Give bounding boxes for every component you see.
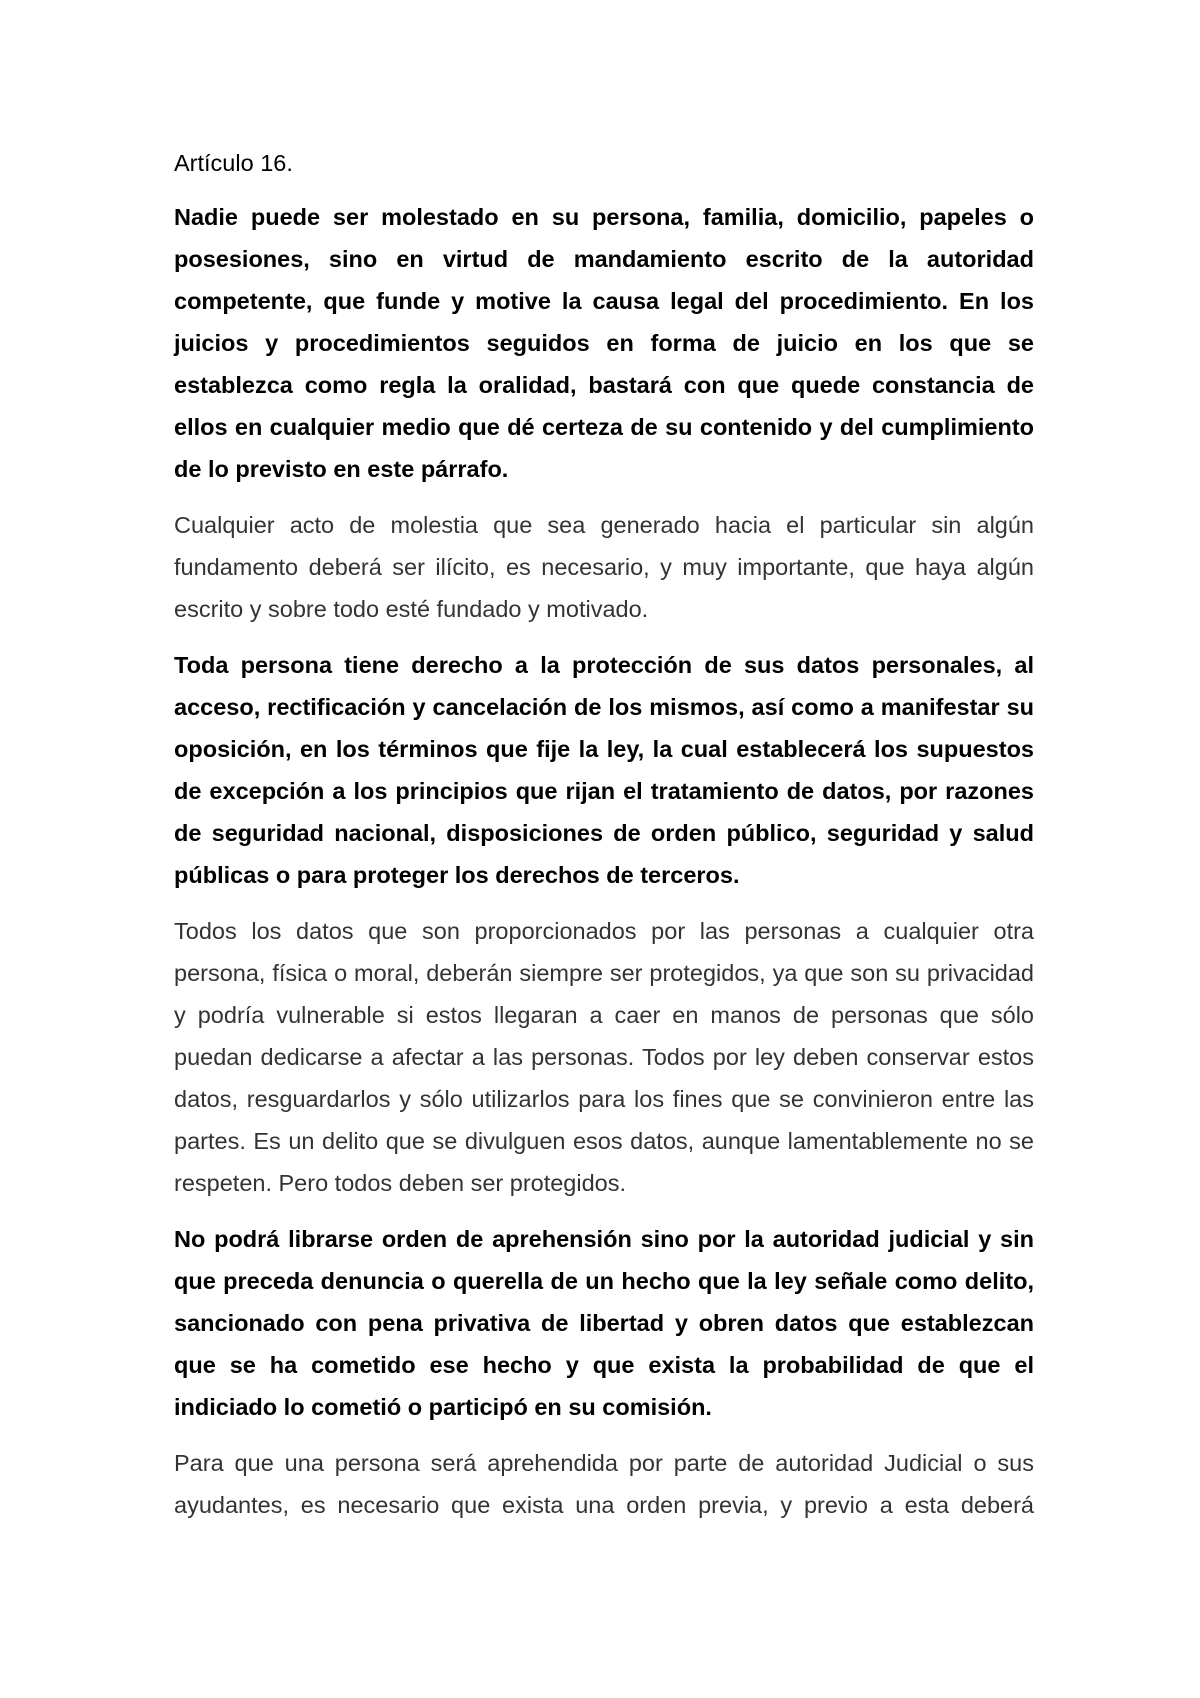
- paragraph-2: Cualquier acto de molestia que sea generado hacia el particular sin algún fundamento deberá ser ilícito, es necesario, y muy importante, que haya algún escrito y sobre todo esté fundado y motivado.: [174, 512, 1034, 622]
- document-page: [174, 142, 1034, 1540]
- paragraph-1: Nadie puede ser molestado en su persona, familia, domicilio, papeles o posesiones, sino en virtud de mandamiento escrito de la autoridad competente, que funde y motive la causa legal del procedimiento. En los juicios y procedimientos seguidos en forma de juicio en los que se establezca como regla la oralidad, bastará con que quede constancia de ellos en cualquier medio que dé certeza de su contenido y del cumplimiento de lo previsto en este párrafo.: [174, 204, 1034, 482]
- paragraph-3: Toda persona tiene derecho a la protección de sus datos personales, al acceso, rectificación y cancelación de los mismos, así como a manifestar su oposición, en los términos que fije la ley, la cual establecerá los supuestos de excepción a los principios que rijan el tratamiento de datos, por razones de seguridad nacional, disposiciones de orden público, seguridad y salud públicas o para proteger los derechos de terceros.: [174, 652, 1034, 888]
- article-heading: Artículo 16.: [174, 150, 293, 176]
- paragraph-4: Todos los datos que son proporcionados por las personas a cualquier otra persona, física o moral, deberán siempre ser protegidos, ya que son su privacidad y podría vulnerable si estos llegaran a caer en manos de personas que sólo puedan dedicarse a afectar a las personas. Todos por ley deben conservar estos datos, resguardarlos y sólo utilizarlos para los fines que se convinieron entre las partes. Es un delito que se divulguen esos datos, aunque lamentablemente no se respeten. Pero todos deben ser protegidos.: [174, 918, 1034, 1196]
- paragraph-5: No podrá librarse orden de aprehensión sino por la autoridad judicial y sin que preceda denuncia o querella de un hecho que la ley señale como delito, sancionado con pena privativa de libertad y obren datos que establezcan que se ha cometido ese hecho y que exista la probabilidad de que el indiciado lo cometió o participó en su comisión.: [174, 1226, 1034, 1420]
- paragraph-6: Para que una persona será aprehendida por parte de autoridad Judicial o sus ayudantes, es necesario que exista una orden previa, y previo a esta deberá: [174, 1450, 1034, 1518]
